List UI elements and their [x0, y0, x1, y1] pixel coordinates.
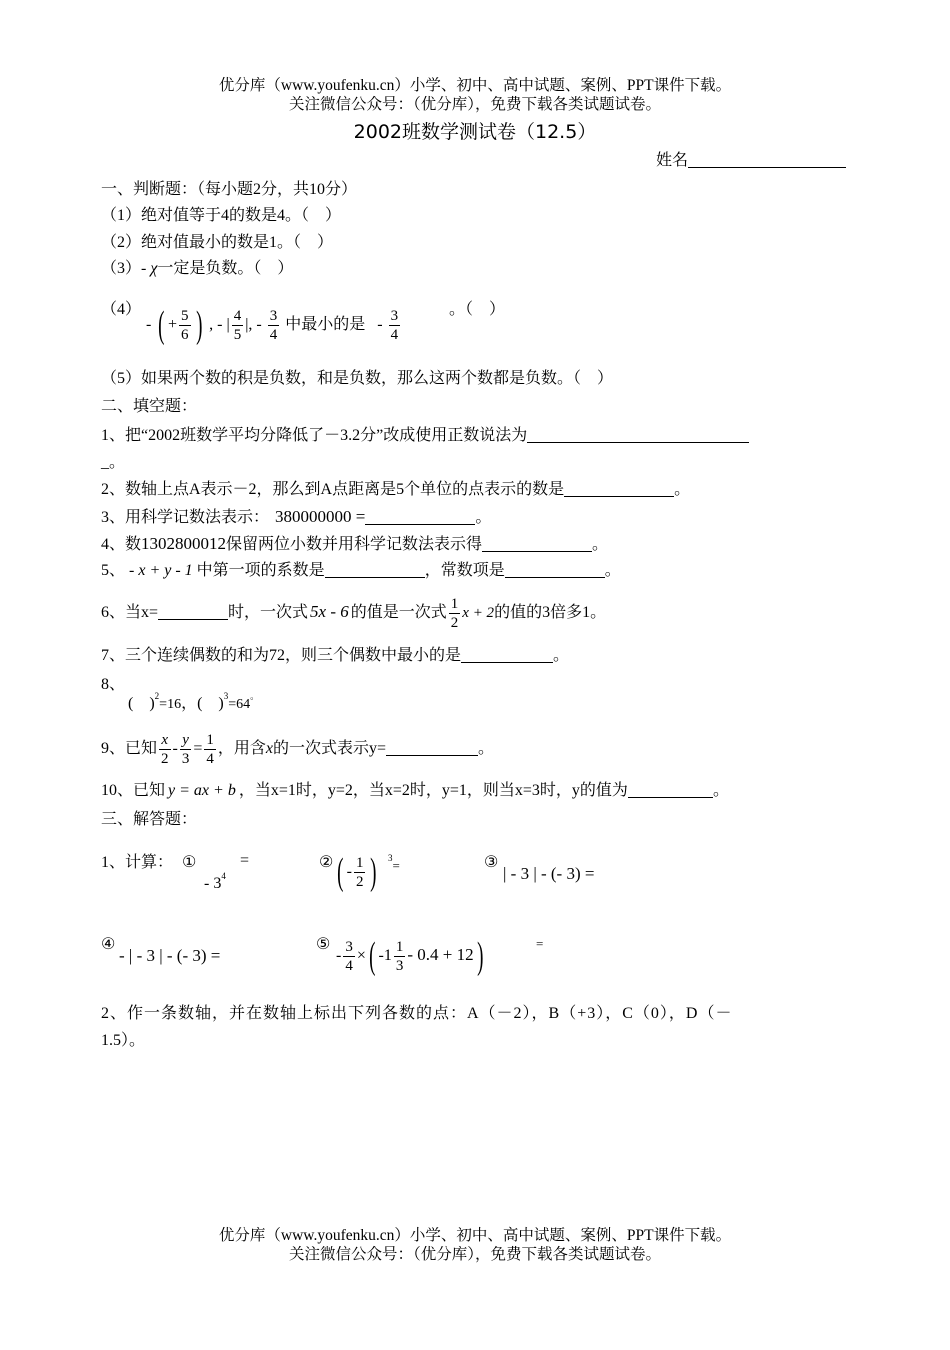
- calc-1-eq: =: [240, 852, 250, 869]
- s1-q2: （2）绝对值最小的数是1。（ ）: [101, 234, 334, 251]
- minus-sign: -: [256, 316, 262, 333]
- fraction-5-6: $\frac{5}{6}$: [181, 307, 189, 343]
- s1-q3-var: - χ: [141, 260, 158, 277]
- calc-2-expr: ( - $\frac{1}{2}$ ): [337, 851, 377, 894]
- calc-3-marker: ③: [484, 854, 499, 871]
- s2-q5: 5、 - x + y - 1 中第一项的系数是 ，常数项是 。: [101, 562, 621, 579]
- fraction-1-2-calc: $\frac{1}{2}$: [355, 854, 364, 890]
- section1-heading: 一、判断题：（每小题2分，共10分）: [101, 181, 358, 198]
- name-label: 姓名: [656, 152, 689, 169]
- name-blank[interactable]: [688, 151, 846, 168]
- s2-q4-blank[interactable]: [482, 535, 592, 552]
- s2-q3-blank[interactable]: [365, 508, 475, 525]
- paren-right: ): [195, 304, 203, 347]
- comma: ,: [248, 316, 253, 333]
- fraction-1-4: $\frac{1}{4}$: [206, 731, 214, 767]
- s1-q4: [101, 298, 141, 348]
- s2-q10: 10、已知 y = ax + b ，当x=1时，y=2，当x=2时，y=1，则当x=3时，y的值为 。: [101, 782, 729, 799]
- fraction-3-4: $\frac{3}{4}$: [269, 307, 278, 343]
- fraction-1-3: $\frac{1}{3}$: [395, 938, 404, 974]
- calc-4-marker: ④: [101, 936, 116, 953]
- abs-bar: |: [245, 316, 249, 333]
- s2-q3: 3、用科学记数法表示： 380000000 = 。: [101, 507, 492, 526]
- s3-q1-label: 1、计算：: [101, 854, 174, 871]
- calc-1-marker: ①: [182, 854, 197, 871]
- minus-sign: -: [217, 316, 223, 333]
- s1-q4-suffix: 。（ ）: [449, 301, 506, 318]
- calc-5-marker: ⑤: [316, 936, 331, 953]
- s2-q1-blank[interactable]: [527, 426, 749, 443]
- s2-q10-blank[interactable]: [628, 781, 713, 798]
- calc-2-exp: $^3$=: [388, 853, 400, 873]
- comma: ,: [209, 316, 214, 333]
- s2-q7-blank[interactable]: [461, 646, 553, 663]
- abs-bar: |: [226, 316, 230, 333]
- calc-4-expr: - | - 3 | - (- 3) =: [119, 946, 221, 965]
- s1-q4-prefix: （4）: [101, 301, 142, 318]
- fraction-3-4-calc: $\frac{3}{4}$: [345, 938, 353, 974]
- calc-3-expr: | - 3 | - (- 3) =: [503, 864, 595, 883]
- s2-q8: ( )$^2$=16，( )$^3$=64。: [128, 691, 260, 712]
- s3-q2-end: 1.5）。: [101, 1032, 146, 1049]
- section2-heading: 二、填空题：: [101, 398, 198, 415]
- s2-q5-blank-2[interactable]: [505, 561, 605, 578]
- footer-line-2: 关注微信公众号：（优分库），免费下载各类试题试卷。: [288, 1246, 661, 1263]
- minus-sign: -: [146, 316, 152, 333]
- s2-q4: 4、数1302800012保留两位小数并用科学记数法表示得 。: [101, 534, 609, 553]
- s2-q6-blank[interactable]: [158, 603, 228, 620]
- fraction-3-4-answer: $\frac{3}{4}$: [390, 307, 399, 343]
- calc-2-marker: ②: [319, 854, 334, 871]
- name-field: [656, 151, 846, 171]
- fraction-4-5: $\frac{4}{5}$: [233, 307, 242, 343]
- s1-q3-suffix: 一定是负数。（ ）: [157, 260, 294, 277]
- calc-1-expr: - $3^4$: [204, 871, 226, 892]
- s1-q1: （1）绝对值等于4的数是4。（ ）: [101, 207, 342, 224]
- fraction-y-3: $\frac{y}{3}$: [181, 731, 190, 767]
- calc-5-expr: - $\frac{3}{4}$ ×( -1 $\frac{1}{3}$ - 0.4 + 12): [336, 935, 484, 978]
- fraction-x-2: $\frac{x}{2}$: [161, 731, 169, 767]
- s2-q8-label: 8、: [101, 676, 126, 693]
- calc-5-eq: =: [536, 936, 544, 951]
- s2-q9-blank[interactable]: [386, 739, 478, 756]
- s2-q1-end: _。: [101, 454, 126, 471]
- s1-q3-prefix: （3）: [101, 260, 142, 277]
- s1-q3: [101, 259, 293, 279]
- page-title: 2002班数学测试卷（12.5）: [353, 121, 597, 143]
- header-line-2: 关注微信公众号：（优分库），免费下载各类试题试卷。: [288, 96, 661, 113]
- minus-sign: -: [377, 316, 383, 333]
- footer-line-1: 优分库（www.youfenku.cn）小学、初中、高中试题、案例、PPT课件下载。: [218, 1227, 732, 1244]
- s3-q2: 2、作一条数轴，并在数轴上标出下列各数的点：A（－2），B（+3），C（0），D（－: [101, 1005, 733, 1022]
- header-line-1: 优分库（www.youfenku.cn）小学、初中、高中试题、案例、PPT课件下载。: [218, 77, 732, 94]
- s1-q4-mid: 中最小的是: [285, 316, 366, 333]
- plus-sign: +: [167, 316, 178, 333]
- s2-q2: 2、数轴上点A表示－2，那么到A点距离是5个单位的点表示的数是 。: [101, 481, 691, 498]
- paren-left: (: [158, 304, 165, 347]
- s1-q4-expr: [146, 301, 402, 351]
- fraction-1-2: $\frac{1}{2}$: [450, 595, 459, 631]
- s2-q7: 7、三个连续偶数的和为72，则三个偶数中最小的是 。: [101, 647, 570, 664]
- s2-q6: 6、当x= 时，一次式 5x - 6 的值是一次式 $\frac{1}{2}$ x + 2的值的3倍多1。: [101, 595, 607, 631]
- section3-heading: 三、解答题：: [101, 811, 198, 828]
- s2-q9: 9、已知 $\frac{x}{2}$ - $\frac{y}{3}$ = $\frac{1}{4}$ ，用含x的一次式表示y= 。: [101, 731, 495, 767]
- s2-q1: 1、把“2002班数学平均分降低了－3.2分”改成使用正数说法为: [101, 426, 749, 446]
- s1-q5: （5）如果两个数的积是负数，和是负数，那么这两个数都是负数。（ ）: [101, 370, 614, 387]
- s2-q5-blank-1[interactable]: [325, 561, 425, 578]
- s2-q2-blank[interactable]: [564, 480, 674, 497]
